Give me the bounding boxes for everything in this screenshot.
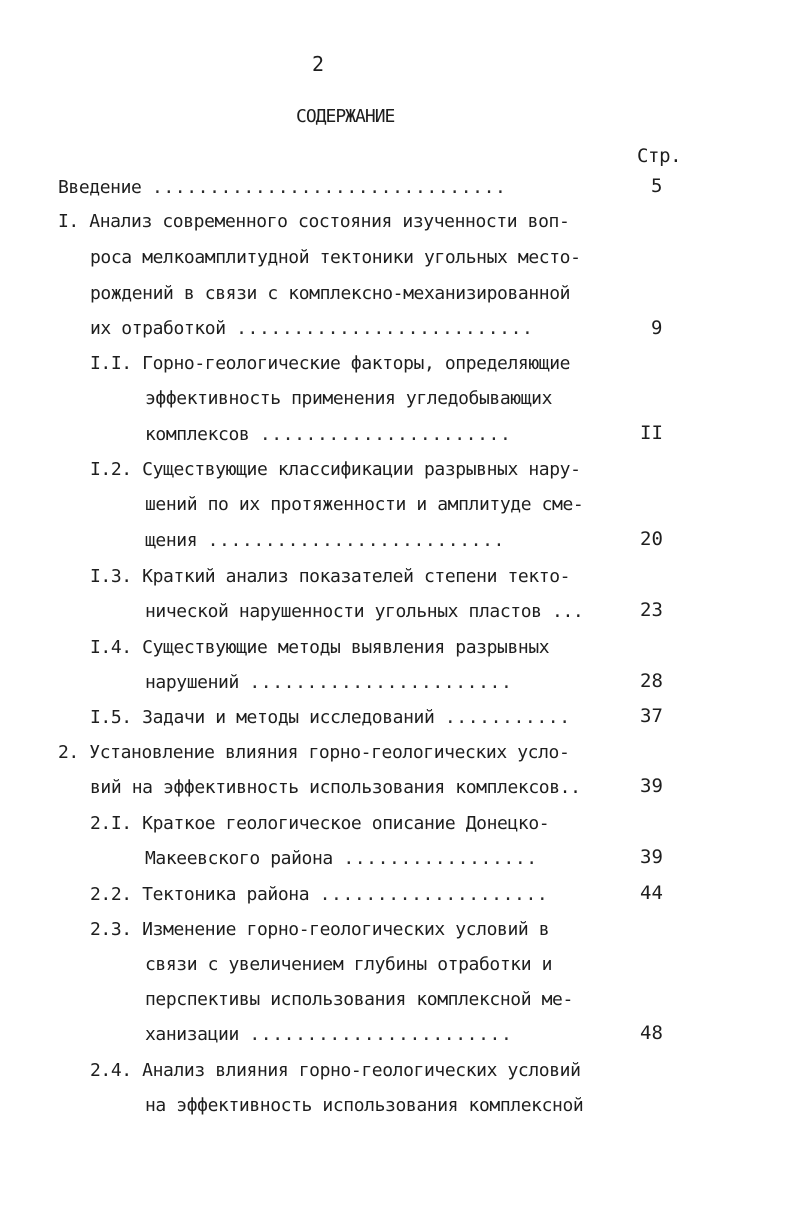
toc-entry-page: 48 xyxy=(640,1022,663,1044)
toc-entry-text: I.3. Краткий анализ показателей степени текто- xyxy=(90,566,571,587)
toc-entry-text: 2.I. Краткое геологическое описание Донецко- xyxy=(90,813,550,834)
toc-entry-text: вий на эффективность использования комплексов.. xyxy=(90,777,581,798)
toc-entry-text: 2.3. Изменение горно-геологических условий в xyxy=(90,919,550,940)
page-number: 2 xyxy=(312,52,324,76)
toc-entry-page: 23 xyxy=(640,599,663,621)
toc-entry-text: их отработкой .......................... xyxy=(90,318,534,339)
toc-entry-text: шений по их протяженности и амплитуде сме- xyxy=(145,494,584,515)
toc-entry-text: нарушений ....................... xyxy=(145,672,513,693)
toc-entry-text: Введение ............................... xyxy=(58,177,507,198)
toc-entry-page: 39 xyxy=(640,846,663,868)
toc-entry-text: I.I. Горно-геологические факторы, определяющие xyxy=(90,353,571,374)
toc-entry-page: II xyxy=(640,422,663,444)
toc-entry-text: 2.2. Тектоника района .................... xyxy=(90,884,549,905)
toc-entry-text: I.5. Задачи и методы исследований ........... xyxy=(90,707,571,728)
toc-entry-text: эффективность применения угледобывающих xyxy=(145,388,553,409)
page-column-header: Стр. xyxy=(637,145,682,167)
toc-entry-text: рождений в связи с комплексно-механизированной xyxy=(90,283,571,304)
toc-entry-page: 9 xyxy=(651,317,663,339)
toc-entry-text: нической нарушенности угольных пластов ... xyxy=(145,601,584,622)
toc-entry-page: 5 xyxy=(651,175,663,197)
toc-entry-page: 37 xyxy=(640,705,663,727)
toc-entry-text: связи с увеличением глубины отработки и xyxy=(145,954,553,975)
toc-entry-text: Макеевского района ................. xyxy=(145,848,538,869)
toc-entry-text: перспективы использования комплексной ме- xyxy=(145,989,573,1010)
page-title: СОДЕРЖАНИЕ xyxy=(296,106,395,127)
toc-entry-text: I.2. Существующие классификации разрывных нару- xyxy=(90,459,581,480)
toc-entry-text: I. Анализ современного состояния изученности воп- xyxy=(58,211,570,232)
toc-entry-text: ханизации ....................... xyxy=(145,1024,513,1045)
toc-entry-text: комплексов ...................... xyxy=(145,424,512,445)
toc-entry-page: 20 xyxy=(640,528,663,550)
toc-entry-page: 39 xyxy=(640,775,663,797)
toc-entry-text: на эффективность использования комплексной xyxy=(145,1095,584,1116)
toc-entry-text: роса мелкоамплитудной тектоники угольных место- xyxy=(90,247,581,268)
toc-entry-text: 2.4. Анализ влияния горно-геологических условий xyxy=(90,1060,581,1081)
toc-entry-page: 44 xyxy=(640,882,663,904)
toc-entry-text: I.4. Существующие методы выявления разрывных xyxy=(90,637,550,658)
toc-entry-text: 2. Установление влияния горно-геологических усло- xyxy=(58,742,570,763)
toc-entry-page: 28 xyxy=(640,670,663,692)
toc-entry-text: щения .......................... xyxy=(145,530,505,551)
